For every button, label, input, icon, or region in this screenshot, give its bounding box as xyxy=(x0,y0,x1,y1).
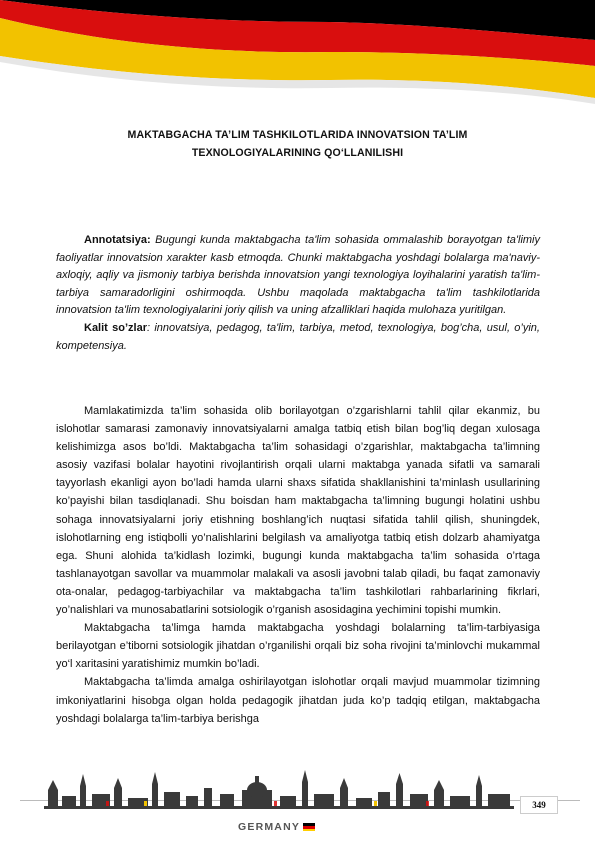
germany-flag-icon xyxy=(303,823,315,831)
keywords-text: : innovatsiya, pedagog, ta'lim, tarbiya, metod, texnologiya, bog’cha, usul, o’yin, kompetensiya. xyxy=(56,321,540,352)
brand-text: GERMANY xyxy=(238,821,301,833)
page-number: 349 xyxy=(520,796,558,814)
body-paragraph-2: Maktabgacha ta’limga hamda maktabgacha yoshdagi bolalarning ta’lim-tarbiyasiga berilayotgan e’tiborni sotsiologik jihatdan o’rganilishi orqali biz soha rivojini ta’minlovchi mukammal yo‘l xaritasini yaratishimiz mumkin bo’ladi. xyxy=(56,622,540,671)
body-paragraph-1: Mamlakatimizda ta’lim sohasida olib borilayotgan o’zgarishlarni tahlil qilar ekanmiz, bu islohotlar samarasi zamonaviy innovatsiyalarni amalga tatbiq etish bilan bog’liq degan xulosaga kelishimizga asos bo’ldi. Maktabgacha ta’lim sohasidagi o’zgarishlar, maktabgacha ta’limning asosiy vazifasi bolalar hayotini rivojlantirish orqali ularni maktabga yanada sifatli va samarali tayyorlash ekanligi ayon bo’ladi hamda ularni shaxs sifatida shakllanishini ta’minlash usullarining ko’payishi bilan tasdiqlanadi. Shu boisdan ham maktabgacha ta’limning bugungi holatini ushbu sohaga innovatsiyalarni joriy etishning boshlang’ich nuqtasi sifatida tahlil qilish, shuningdek, islohotlarning eng istiqbolli yo’nalishlarini belgilash va amaliyotga tatbiq etish dolzarb ahamiyatga ega. Shuni alohida ta’kidlash lozimki, bugungi kunda maktabgacha ta’lim sohasida o’rtaga tashlanayotgan savollar va muammolar malakali va asosli javobni talab qiladi, bu faqat zamonaviy ota-onalar, pedagog-tarbiyachilar va maktabgacha ta’lim tashkilotlari rahbarlarining fikrlari, yo’nalishlari va munosabatlarini sotsiologik o’rganish asosidagina yechimini topishi mumkin. xyxy=(56,405,540,617)
annotation-paragraph xyxy=(56,232,540,320)
body-paragraph-3: Maktabgacha ta’limda amalga oshirilayotgan islohotlar orqali mavjud muammolar tizimning imkoniyatlarini hisobga olgan holda pedagogik jihatdan juda ko’p tadqiq etilgan, maktabgacha yoshdagi bolalarga ta’lim-tarbiya berishga xyxy=(56,676,540,725)
abstract-block xyxy=(56,232,540,355)
city-skyline-illustration xyxy=(44,768,514,824)
keywords-label: Kalit so’zlar xyxy=(84,321,147,334)
title-line-1: MAKTABGACHA TA’LIM TASHKILOTLARIDA INNOVATSION TA’LIM xyxy=(127,129,468,141)
header-flag-banner xyxy=(0,0,595,115)
keywords-paragraph xyxy=(56,320,540,355)
article-title xyxy=(40,126,555,162)
title-line-2: TEXNOLOGIYALARINING QO‘LLANILISHI xyxy=(191,147,404,159)
article-body xyxy=(56,402,540,728)
footer-brand xyxy=(238,820,315,834)
annotation-label: Annotatsiya: xyxy=(84,234,151,246)
annotation-text: Bugungi kunda maktabgacha ta'lim sohasida ommalashib borayotgan ta'limiy faoliyatlar innovatsion xarakter kasb etmoqda. Chunki maktabgacha yoshdagi bolalarga ma'naviy-axloqiy, aqliy va jismoniy tarbiya berishda innovatsion yangi texnologiya loyihalarini yaratish ta'lim-tarbiya samaradorligini oshirmoqda. Ushbu maqolada maktabgacha ta'lim tashkilotlarida innovatsion ta'lim texnologiyalarini joriy qilish va uning afzalliklari haqida mulohaza yuritilgan. xyxy=(56,234,541,317)
